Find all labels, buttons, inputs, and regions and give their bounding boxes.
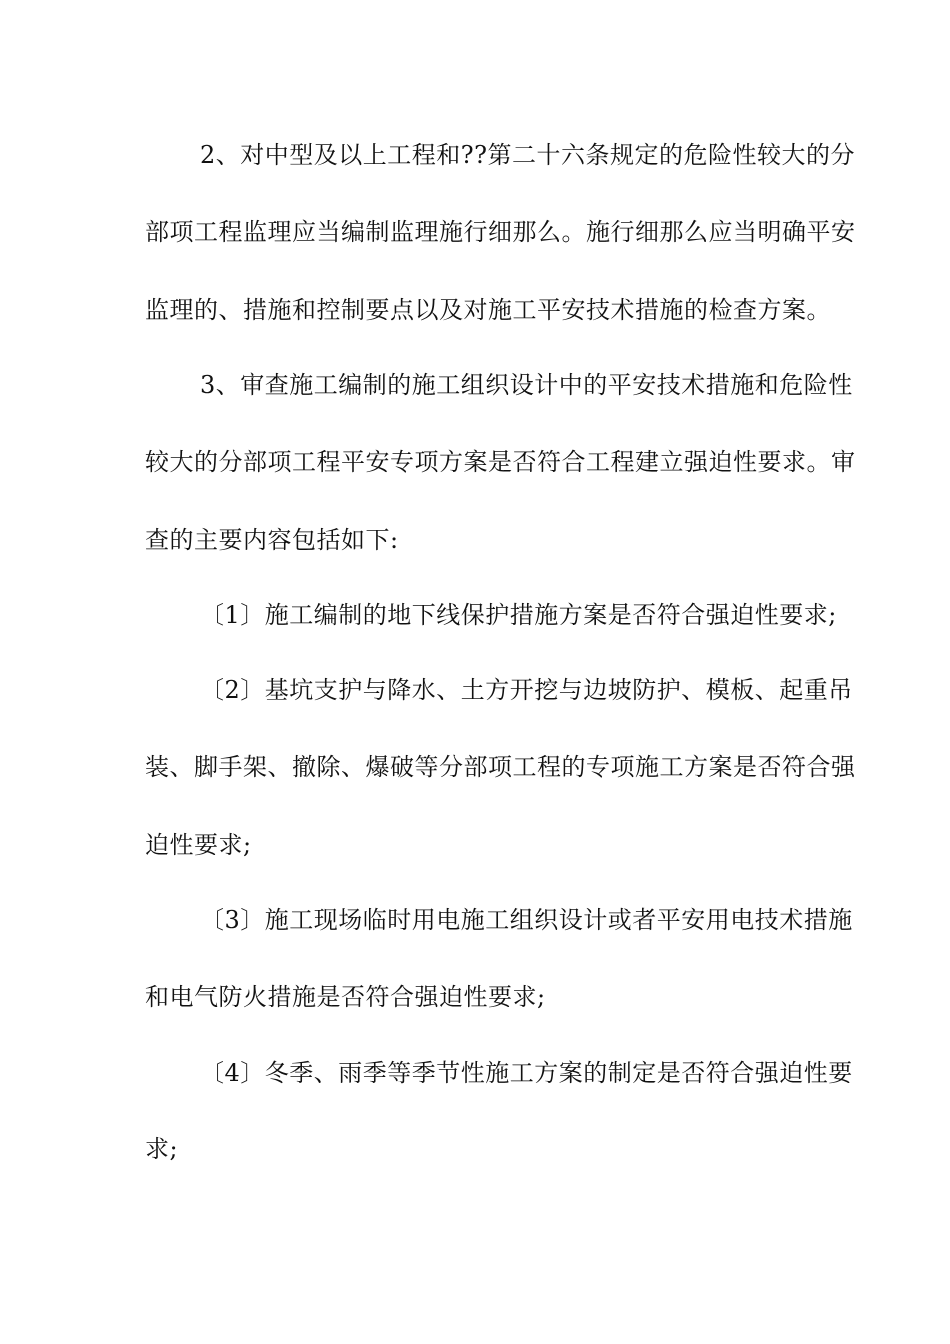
item-1-line-1: 〔1〕施工编制的地下线保护措施方案是否符合强迫性要求; — [200, 601, 837, 629]
item-3-line-2: 和电气防火措施是否符合强迫性要求; — [145, 983, 546, 1011]
paragraph-2-line-1: 2、对中型及以上工程和??第二十六条规定的危险性较大的分 — [200, 141, 856, 169]
paragraph-3-line-2: 较大的分部项工程平安专项方案是否符合工程建立强迫性要求。审 — [145, 448, 856, 476]
item-2-line-3: 迫性要求; — [145, 831, 252, 859]
item-2-line-1: 〔2〕基坑支护与降水、土方开挖与边坡防护、模板、起重吊 — [200, 676, 853, 704]
paragraph-2-line-3: 监理的、措施和控制要点以及对施工平安技术措施的检查方案。 — [145, 296, 831, 324]
item-4-line-2: 求; — [145, 1135, 179, 1163]
paragraph-3-line-3: 查的主要内容包括如下: — [145, 526, 399, 554]
item-3-line-1: 〔3〕施工现场临时用电施工组织设计或者平安用电技术措施 — [200, 906, 853, 934]
paragraph-2-line-2: 部项工程监理应当编制监理施行细那么。施行细那么应当明确平安 — [145, 218, 856, 246]
item-4-line-1: 〔4〕冬季、雨季等季节性施工方案的制定是否符合强迫性要 — [200, 1059, 853, 1087]
paragraph-3-line-1: 3、审查施工编制的施工组织设计中的平安技术措施和危险性 — [200, 371, 853, 399]
item-2-line-2: 装、脚手架、撤除、爆破等分部项工程的专项施工方案是否符合强 — [145, 753, 856, 781]
